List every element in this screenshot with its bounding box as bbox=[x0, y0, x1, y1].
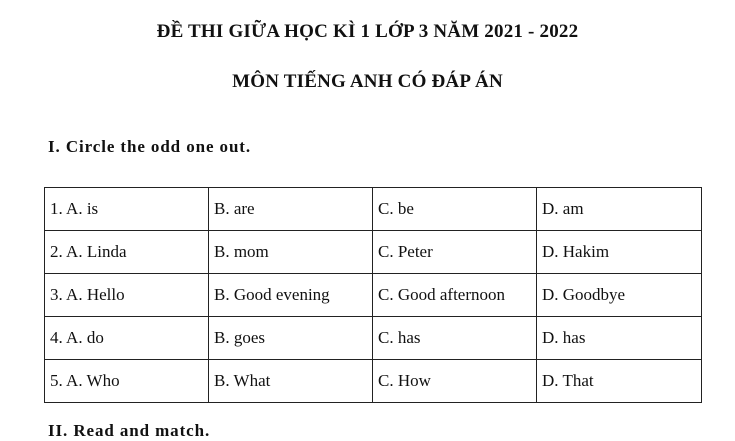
question-1-option-b: B. are bbox=[209, 188, 373, 231]
question-5-option-a: 5. A. Who bbox=[45, 360, 209, 403]
question-3-option-a: 3. A. Hello bbox=[45, 274, 209, 317]
question-3-option-b: B. Good evening bbox=[209, 274, 373, 317]
question-4-option-c: C. has bbox=[373, 317, 537, 360]
question-5-option-c: C. How bbox=[373, 360, 537, 403]
table-row bbox=[45, 188, 702, 231]
section-1-heading: I. Circle the odd one out. bbox=[48, 137, 252, 156]
question-4-option-b: B. goes bbox=[209, 317, 373, 360]
question-2-option-c: C. Peter bbox=[373, 231, 537, 274]
table-row bbox=[45, 360, 702, 403]
question-1-option-a: 1. A. is bbox=[45, 188, 209, 231]
question-1-option-c: C. be bbox=[373, 188, 537, 231]
table-row bbox=[45, 231, 702, 274]
question-5-option-d: D. That bbox=[537, 360, 702, 403]
question-3-option-c: C. Good afternoon bbox=[373, 274, 537, 317]
question-2-option-b: B. mom bbox=[209, 231, 373, 274]
odd-one-out-table bbox=[44, 187, 702, 403]
question-5-option-b: B. What bbox=[209, 360, 373, 403]
question-4-option-a: 4. A. do bbox=[45, 317, 209, 360]
document-title: ĐỀ THI GIỮA HỌC KÌ 1 LỚP 3 NĂM 2021 - 2022 bbox=[156, 21, 579, 42]
question-4-option-d: D. has bbox=[537, 317, 702, 360]
question-1-option-d: D. am bbox=[537, 188, 702, 231]
question-2-option-d: D. Hakim bbox=[537, 231, 702, 274]
table-row bbox=[45, 274, 702, 317]
question-2-option-a: 2. A. Linda bbox=[45, 231, 209, 274]
document-subtitle: MÔN TIẾNG ANH CÓ ĐÁP ÁN bbox=[232, 71, 503, 92]
section-2-heading: II. Read and match. bbox=[48, 421, 211, 440]
table-row bbox=[45, 317, 702, 360]
question-3-option-d: D. Goodbye bbox=[537, 274, 702, 317]
